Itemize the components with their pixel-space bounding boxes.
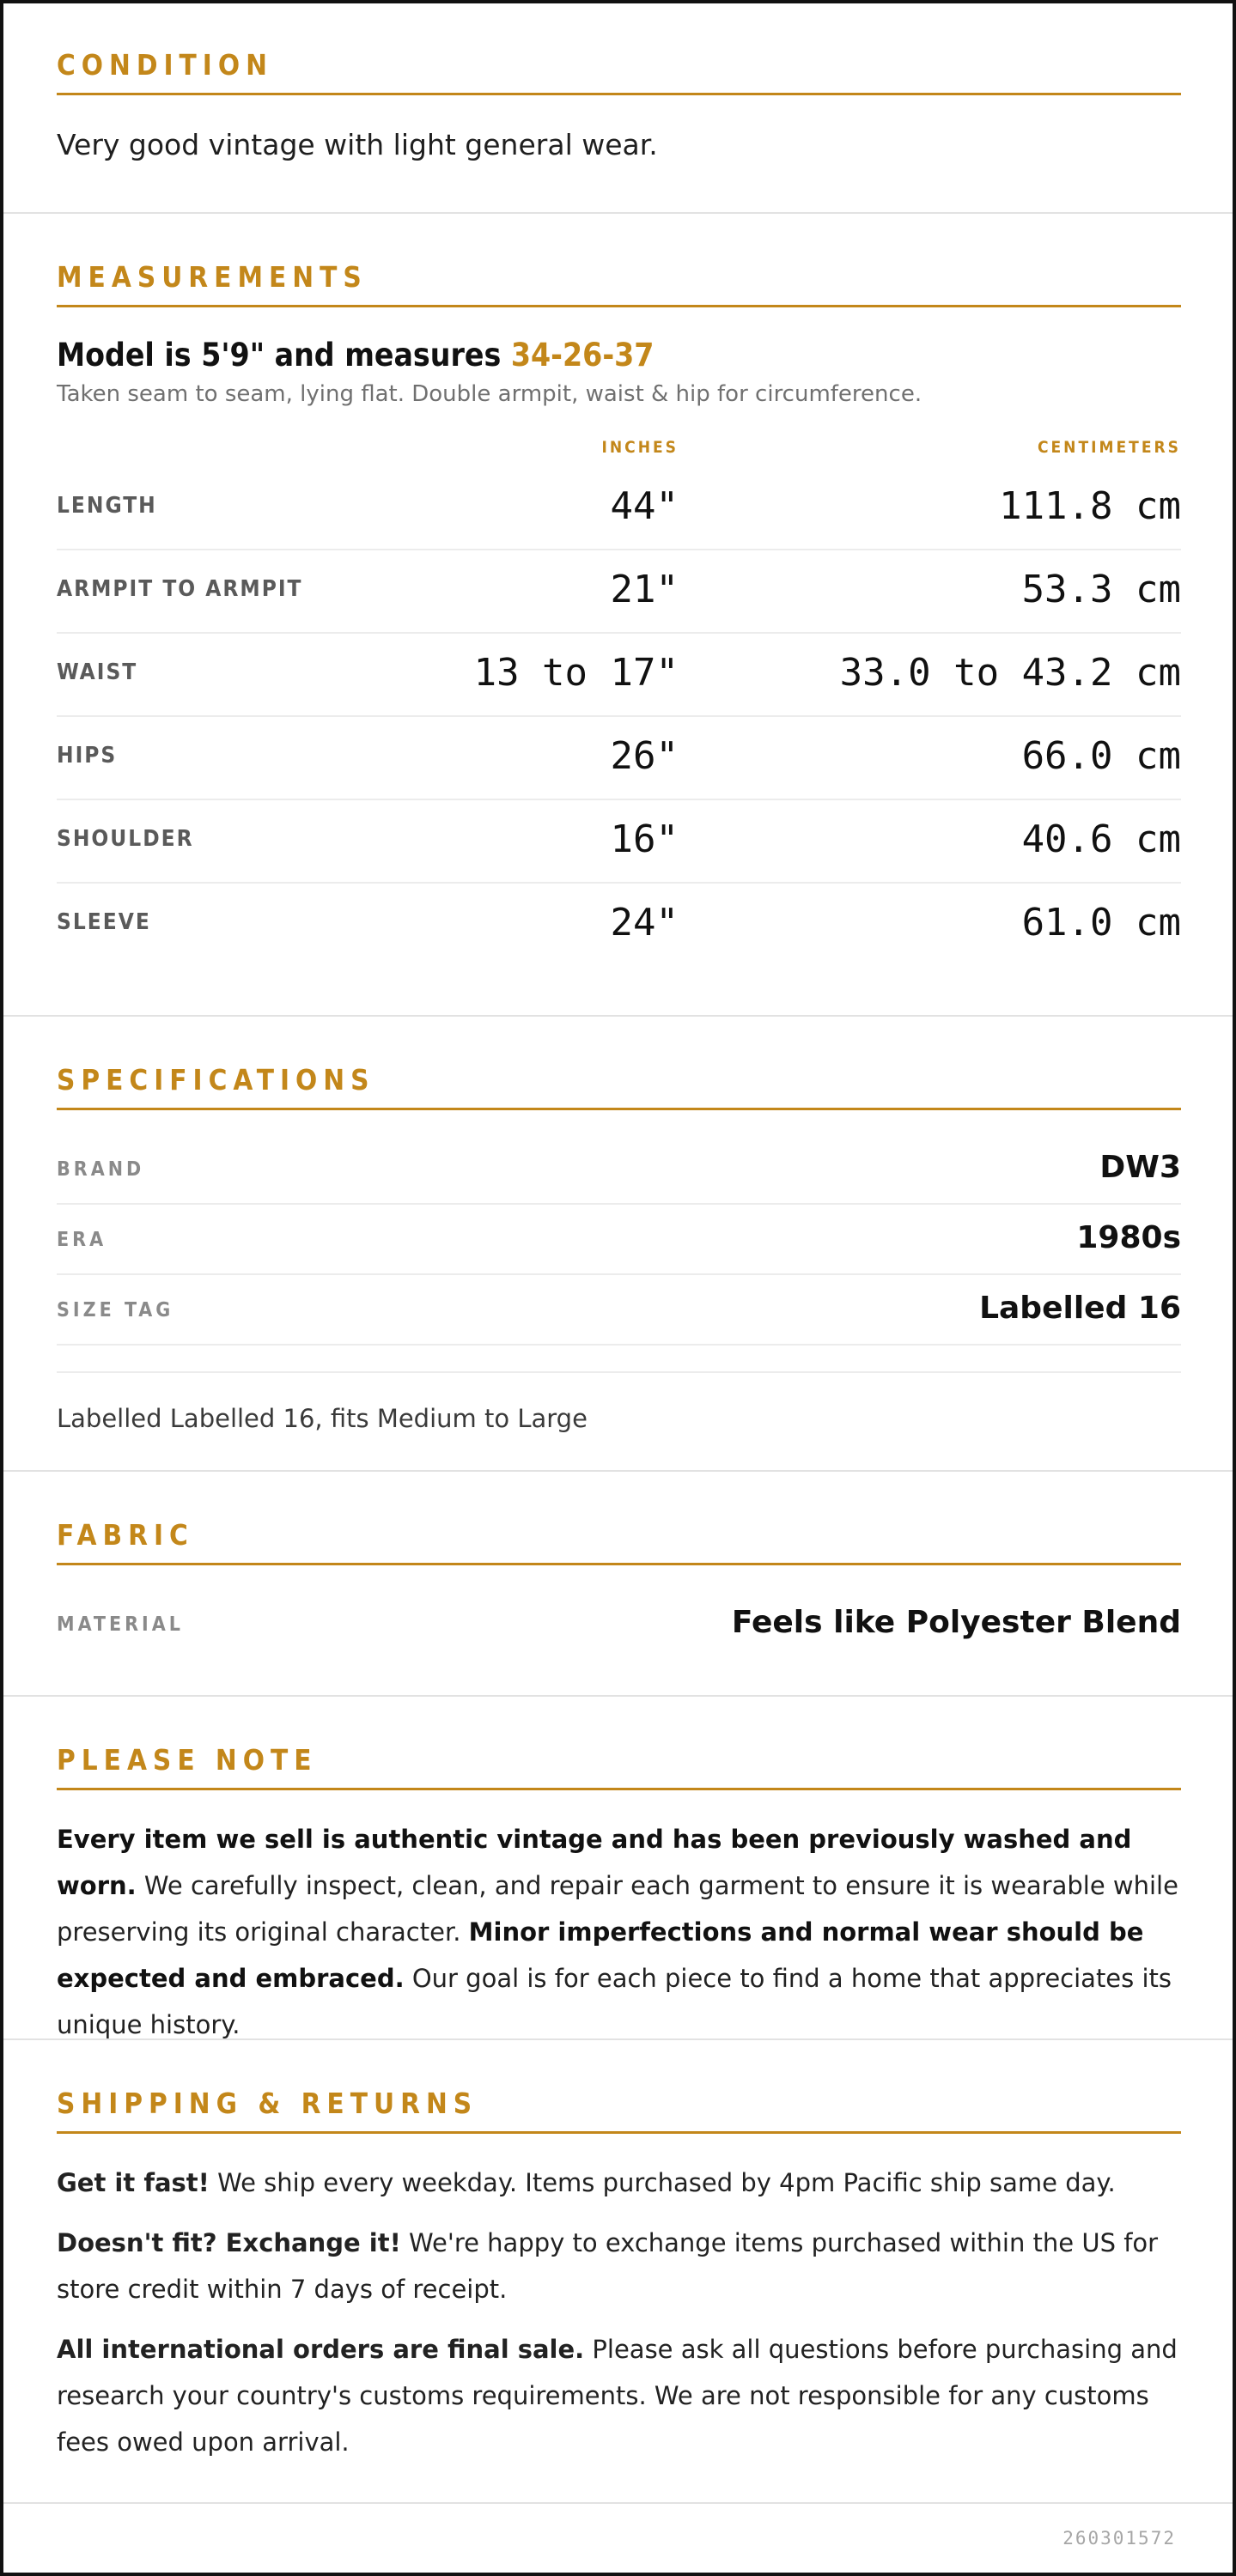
spec-row <box>57 1205 1181 1275</box>
spec-value: Labelled 16 <box>979 1291 1181 1326</box>
measurement-inches: 26" <box>610 734 679 778</box>
spec-label: SIZE TAG <box>57 1299 174 1321</box>
fabric-row <box>57 1589 1181 1658</box>
shipping-title: SHIPPING & RETURNS <box>57 2087 1181 2134</box>
specifications-title: SPECIFICATIONS <box>57 1063 1181 1110</box>
note-text-2: Our goal is for each piece to find a home that appreciates its unique history. <box>57 1964 1172 2039</box>
shipping-bold: Get it fast! <box>57 2168 210 2197</box>
spec-value: 1980s <box>1076 1220 1181 1255</box>
measurement-label: HIPS <box>57 743 118 769</box>
measurement-cm: 33.0 to 43.2 cm <box>839 651 1181 695</box>
shipping-paragraph <box>57 2160 1181 2206</box>
measurement-note: Taken seam to seam, lying flat. Double armpit, waist & hip for circumference. <box>57 381 922 407</box>
shipping-body <box>57 2160 1181 2465</box>
measurement-cm: 66.0 cm <box>1021 734 1181 778</box>
note-bold-1: Every item we sell is authentic vintage and has been previously washed and worn. <box>57 1825 1132 1900</box>
product-code: 260301572 <box>1062 2528 1176 2549</box>
centimeters-column-header: CENTIMETERS <box>1037 438 1181 457</box>
shipping-text: We ship every weekday. Items purchased by 4pm Pacific ship same day. <box>209 2168 1116 2197</box>
measurement-row <box>57 634 1181 717</box>
fabric-label: MATERIAL <box>57 1613 184 1636</box>
measurements-section <box>3 214 1233 1017</box>
measurement-inches: 13 to 17" <box>473 651 679 695</box>
please-note-text <box>57 1816 1181 2048</box>
specifications-list <box>57 1134 1181 1373</box>
measurement-inches: 16" <box>610 817 679 861</box>
measurement-cm: 53.3 cm <box>1021 568 1181 611</box>
measurement-label: LENGTH <box>57 493 157 519</box>
exchange-bold: Doesn't fit? Exchange it! <box>57 2228 401 2257</box>
shipping-section <box>3 2040 1233 2504</box>
measurement-inches: 44" <box>610 484 679 528</box>
measurement-inches: 24" <box>610 901 679 945</box>
spec-row <box>57 1275 1181 1346</box>
note-bold-2: Minor imperfections and normal wear should be expected and embraced. <box>57 1917 1144 1993</box>
spec-label: BRAND <box>57 1158 145 1181</box>
measurement-label: SHOULDER <box>57 826 194 852</box>
measurement-row <box>57 550 1181 634</box>
please-note-section <box>3 1697 1233 2040</box>
fabric-section <box>3 1472 1233 1697</box>
measurement-cm: 111.8 cm <box>999 484 1181 528</box>
fabric-value: Feels like Polyester Blend <box>731 1605 1181 1640</box>
size-note: Labelled Labelled 16, fits Medium to Large <box>57 1404 588 1433</box>
international-paragraph <box>57 2326 1181 2465</box>
model-stats: 34-26-37 <box>510 337 655 374</box>
condition-text: Very good vintage with light general wear. <box>57 128 658 161</box>
international-bold: All international orders are final sale. <box>57 2335 585 2364</box>
please-note-title: PLEASE NOTE <box>57 1743 1181 1790</box>
measurement-cm: 40.6 cm <box>1021 817 1181 861</box>
model-prefix: Model is 5'9" and measures <box>57 337 511 374</box>
measurement-label: WAIST <box>57 659 138 685</box>
measurement-label: SLEEVE <box>57 909 151 935</box>
measurement-header <box>57 433 1181 467</box>
measurement-table <box>57 433 1181 965</box>
condition-title: CONDITION <box>57 48 1181 95</box>
measurement-row <box>57 467 1181 550</box>
spec-label: ERA <box>57 1229 107 1251</box>
measurement-label: ARMPIT TO ARMPIT <box>57 576 303 602</box>
international-text: Please ask all questions before purchasing and research your country's customs requirements. We are not responsible for any customs fees owed upon arrival. <box>57 2335 1178 2457</box>
spec-divider <box>57 1346 1181 1373</box>
measurement-cm: 61.0 cm <box>1021 901 1181 945</box>
measurement-row <box>57 717 1181 800</box>
spec-row <box>57 1134 1181 1205</box>
fabric-title: FABRIC <box>57 1518 1181 1565</box>
model-info <box>57 335 1181 376</box>
measurement-row <box>57 800 1181 884</box>
condition-section <box>3 3 1233 214</box>
spec-value: DW3 <box>1099 1150 1181 1185</box>
note-text-1: We carefully inspect, clean, and repair each garment to ensure it is wearable while preserving its original character. <box>57 1871 1178 1947</box>
measurement-inches: 21" <box>610 568 679 611</box>
inches-column-header: INCHES <box>601 438 679 457</box>
measurements-title: MEASUREMENTS <box>57 260 1181 307</box>
specifications-section <box>3 1017 1233 1472</box>
exchange-text: We're happy to exchange items purchased within the US for store credit within 7 days of receipt. <box>57 2228 1159 2304</box>
exchange-paragraph <box>57 2220 1181 2312</box>
measurement-row <box>57 884 1181 965</box>
